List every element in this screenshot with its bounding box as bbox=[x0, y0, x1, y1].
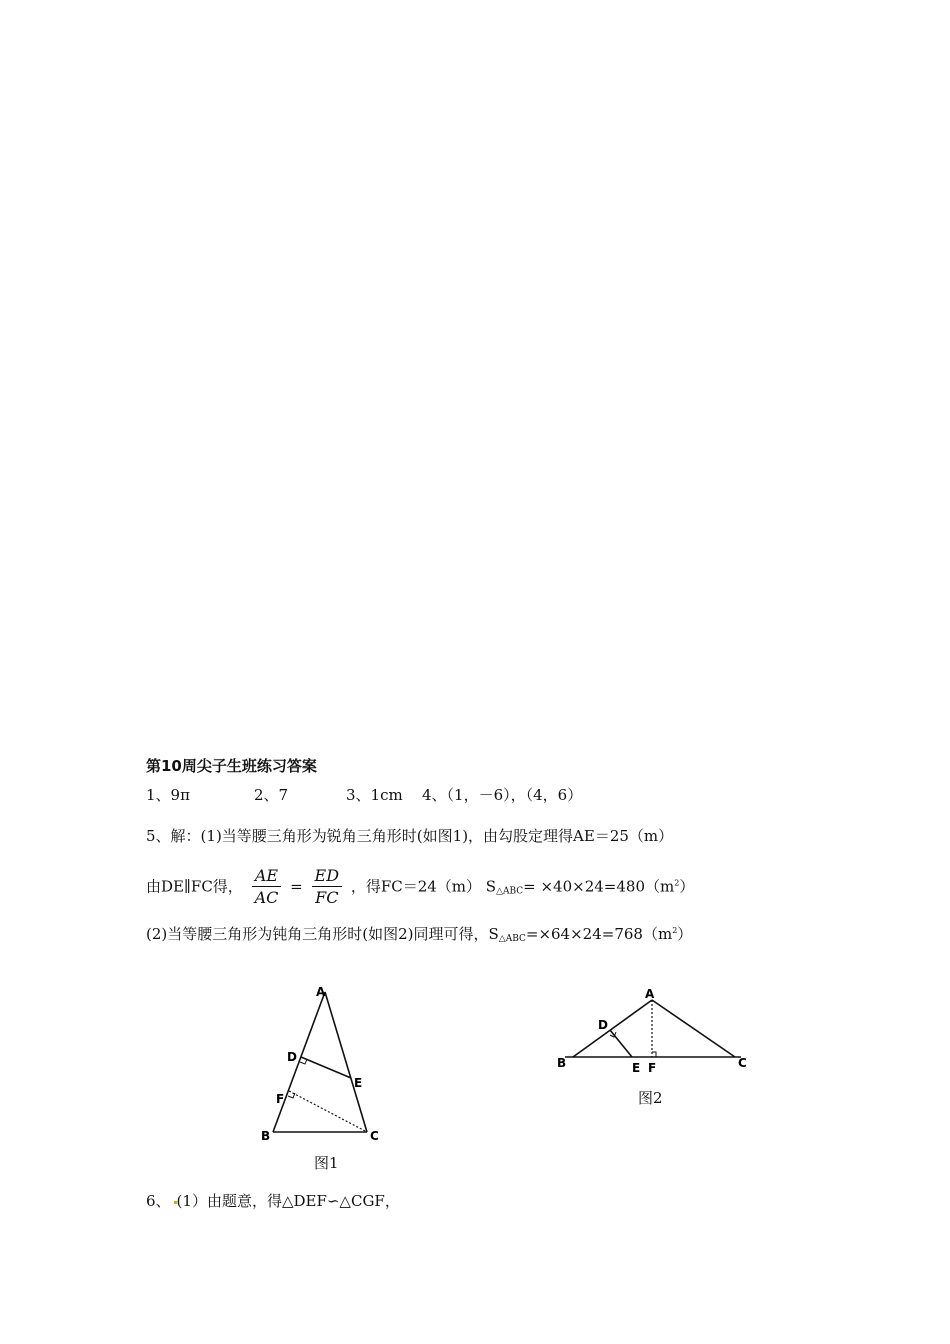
side-ac bbox=[325, 992, 367, 1132]
label-d: D bbox=[287, 1050, 297, 1064]
side-ac bbox=[652, 1000, 735, 1057]
q5-part2 bbox=[146, 921, 692, 949]
label-f: F bbox=[276, 1092, 285, 1106]
segment-fc-dotted bbox=[289, 1091, 367, 1132]
equals-sign: = bbox=[290, 877, 303, 896]
figure-2-caption: 图2 bbox=[638, 1089, 663, 1107]
q5-part1: 5、解：(1)当等腰三角形为锐角三角形时(如图1)，由勾股定理得AE＝25（m） bbox=[146, 827, 674, 845]
q5-line2-prefix: 由DE∥FC得， bbox=[146, 877, 243, 896]
square-superscript: 2 bbox=[674, 878, 680, 888]
segment-de bbox=[301, 1057, 351, 1078]
figure-1-diagram bbox=[255, 982, 395, 1142]
close-paren: ） bbox=[679, 877, 695, 896]
answer-2: 2、7 bbox=[254, 786, 289, 804]
figure-2 bbox=[555, 982, 755, 1077]
fraction-ed-numerator: ED bbox=[312, 866, 343, 887]
area-subscript-2: △ABC bbox=[498, 934, 526, 944]
q6-line bbox=[146, 1191, 400, 1211]
label-a: A bbox=[645, 987, 655, 1001]
label-c: C bbox=[370, 1129, 379, 1142]
side-ab bbox=[573, 1000, 652, 1057]
figure-2-diagram bbox=[555, 982, 755, 1077]
q5-line3-tail: =×64×24=768（m bbox=[525, 925, 673, 943]
fraction-ae-ac bbox=[252, 866, 282, 909]
label-d: D bbox=[598, 1018, 608, 1032]
q6-text: (1）由题意，得△DEF∽△CGF， bbox=[176, 1192, 400, 1210]
answer-title: 第10周尖子生班练习答案 bbox=[146, 757, 317, 775]
segment-de bbox=[610, 1030, 632, 1057]
label-a: A bbox=[316, 985, 326, 999]
area-subscript: △ABC bbox=[496, 886, 524, 897]
label-b: B bbox=[557, 1056, 567, 1070]
q5-line2-mid: ，得FC＝24（m） S bbox=[350, 877, 497, 896]
answer-4: 4、（1，－6），（4，6） bbox=[422, 786, 583, 804]
fraction-fc-denominator: FC bbox=[315, 888, 339, 907]
figure-1 bbox=[255, 982, 395, 1142]
q6-prefix: 6、 bbox=[146, 1192, 171, 1210]
close-paren-2: ） bbox=[677, 925, 693, 943]
label-e: E bbox=[354, 1076, 363, 1090]
side-ab bbox=[273, 992, 325, 1132]
q5-line2-tail: = ×40×24=480（m bbox=[523, 877, 675, 896]
q5-line3-prefix: (2)当等腰三角形为钝角三角形时(如图2)同理可得，S bbox=[146, 925, 499, 943]
label-e: E bbox=[632, 1061, 641, 1075]
fraction-ed-fc bbox=[312, 866, 343, 909]
label-b: B bbox=[261, 1129, 271, 1142]
label-c: C bbox=[738, 1056, 747, 1070]
figure-1-caption: 图1 bbox=[314, 1154, 339, 1172]
answer-1: 1、9π bbox=[146, 786, 190, 804]
fraction-ac-denominator: AC bbox=[254, 888, 279, 907]
fraction-ae-numerator: AE bbox=[252, 866, 282, 887]
q5-fraction-line bbox=[146, 866, 694, 909]
answer-3: 3、1cm bbox=[346, 786, 403, 804]
label-f: F bbox=[648, 1061, 657, 1075]
square-superscript-2: 2 bbox=[672, 926, 678, 935]
